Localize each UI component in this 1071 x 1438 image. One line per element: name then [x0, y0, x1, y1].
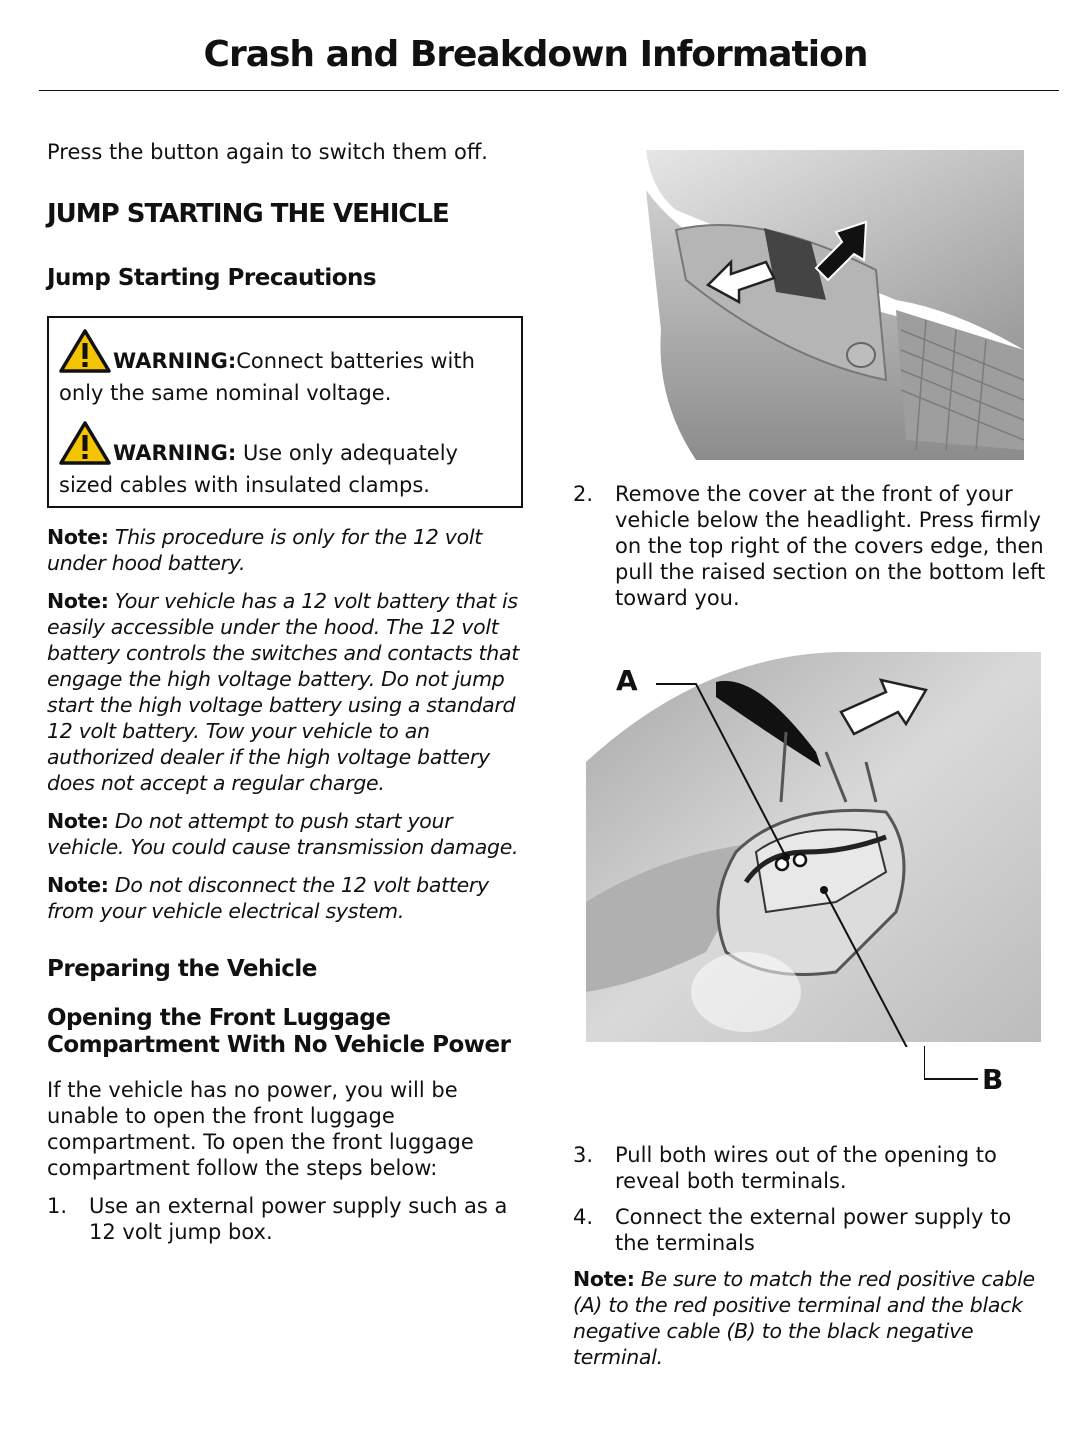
- warning-triangle-icon: [59, 328, 111, 380]
- header-divider: [39, 90, 1059, 91]
- note-3: Note: Do not attempt to push start your vehicle. You could cause transmission damage.: [47, 809, 519, 859]
- figure-label-b: B: [982, 1063, 1004, 1096]
- step-1: 1. Use an external power supply such as a 12 volt jump box.: [47, 1194, 508, 1244]
- step-4: 4. Connect the external power supply to the terminals: [573, 1205, 1012, 1255]
- note-1: Note: This procedure is only for the 12 volt under hood battery.: [47, 525, 482, 575]
- step-3: 3. Pull both wires out of the opening to reveal both terminals.: [573, 1143, 997, 1193]
- terminals-illustration: [586, 652, 1041, 1047]
- note-4: Note: Do not disconnect the 12 volt battery from your vehicle electrical system.: [47, 873, 489, 923]
- subheading-preparing: Preparing the Vehicle: [47, 956, 317, 982]
- right-column-bottom: [573, 1142, 1051, 1370]
- figure-label-a: A: [616, 664, 638, 697]
- section-heading: JUMP STARTING THE VEHICLE: [47, 199, 449, 229]
- step-2: 2. Remove the cover at the front of your vehicle below the headlight. Press firmly on the top right of the covers edge, then pull the raised section on the bottom left toward you.: [573, 482, 1046, 610]
- warning-triangle-icon: [59, 420, 111, 472]
- warning-text: Use only adequately sized cables with insulated clamps.: [59, 441, 458, 497]
- warning-text: Connect batteries with only the same nominal voltage.: [59, 349, 475, 405]
- left-column: [47, 135, 527, 1245]
- note-2: Note: Your vehicle has a 12 volt battery that is easily accessible under the hood. The 12 volt battery controls the switches and contacts that engage the high voltage battery. Do not jump start the high voltage battery using a standard 12 volt battery. Tow your vehicle to an authorized dealer if the high voltage battery does not accept a regular charge.: [47, 589, 519, 795]
- intro-text: Press the button again to switch them off.: [47, 140, 488, 164]
- warning-2: [59, 420, 511, 498]
- warning-label: WARNING:: [113, 349, 237, 373]
- page-title: Crash and Breakdown Information: [203, 34, 868, 75]
- subheading-precautions: Jump Starting Precautions: [47, 265, 377, 291]
- opening-text: If the vehicle has no power, you will be unable to open the front luggage compartment. To open the front luggage compartment follow the steps below:: [47, 1078, 474, 1180]
- warning-1: [59, 328, 511, 406]
- note-terminals: Note: Be sure to match the red positive cable (A) to the red positive terminal and the black negative cable (B) to the black negative terminal.: [573, 1267, 1035, 1369]
- warning-box: [47, 316, 523, 508]
- subheading-opening: Opening the Front Luggage Compartment With No Vehicle Power: [47, 1005, 511, 1058]
- right-column: [573, 145, 1051, 611]
- warning-label: WARNING:: [113, 441, 237, 465]
